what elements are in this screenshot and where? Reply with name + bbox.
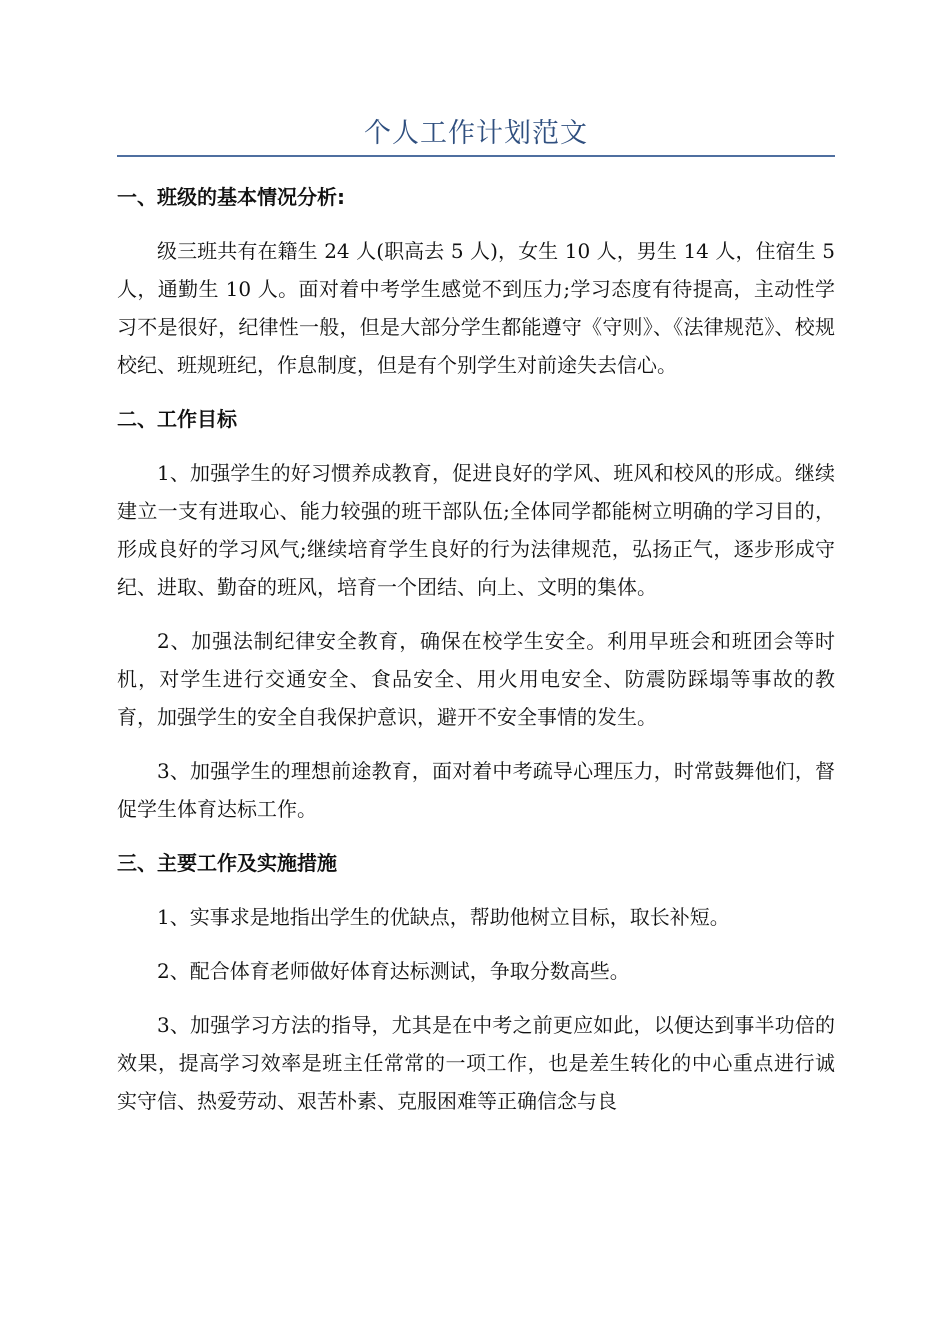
- section-work-goals: [117, 400, 835, 828]
- paragraph: 3、加强学生的理想前途教育，面对着中考疏导心理压力，时常鼓舞他们，督促学生体育达标工作。: [117, 759, 835, 821]
- document-body: [117, 178, 835, 1136]
- paragraph: 1、实事求是地指出学生的优缺点，帮助他树立目标，取长补短。: [157, 905, 730, 929]
- title-divider: [117, 155, 835, 157]
- section-heading: 二、工作目标: [117, 407, 237, 431]
- section-heading: 一、班级的基本情况分析:: [117, 185, 345, 209]
- paragraph: 级三班共有在籍生 24 人(职高去 5 人)，女生 10 人，男生 14 人，住宿生 5 人，通勤生 10 人。面对着中考学生感觉不到压力;学习态度有待提高，主动性学习不是很好，纪律性一般，但是大部分学生都能遵守《守则》、《法律规范》、校规校纪、班规班纪，作息制度，但是有个别学生对前途失去信心。: [117, 239, 835, 377]
- section-heading: 三、主要工作及实施措施: [117, 851, 337, 875]
- paragraph: 1、加强学生的好习惯养成教育，促进良好的学风、班风和校风的形成。继续建立一支有进取心、能力较强的班干部队伍;全体同学都能树立明确的学习目的，形成良好的学习风气;继续培育学生良好的行为法律规范，弘扬正气，逐步形成守纪、进取、勤奋的班风，培育一个团结、向上、文明的集体。: [117, 461, 835, 599]
- paragraph: 2、配合体育老师做好体育达标测试，争取分数高些。: [157, 959, 630, 983]
- section-main-work: [117, 844, 835, 1120]
- section-class-analysis: [117, 178, 835, 384]
- page-title: 个人工作计划范文: [364, 118, 588, 149]
- paragraph: 3、加强学习方法的指导，尤其是在中考之前更应如此，以便达到事半功倍的效果，提高学习效率是班主任常常的一项工作，也是差生转化的中心重点进行诚实守信、热爱劳动、艰苦朴素、克服困难等正确信念与良: [117, 1013, 835, 1113]
- paragraph: 2、加强法制纪律安全教育，确保在校学生安全。利用早班会和班团会等时机，对学生进行交通安全、食品安全、用火用电安全、防震防踩塌等事故的教育，加强学生的安全自我保护意识，避开不安全事情的发生。: [117, 629, 835, 729]
